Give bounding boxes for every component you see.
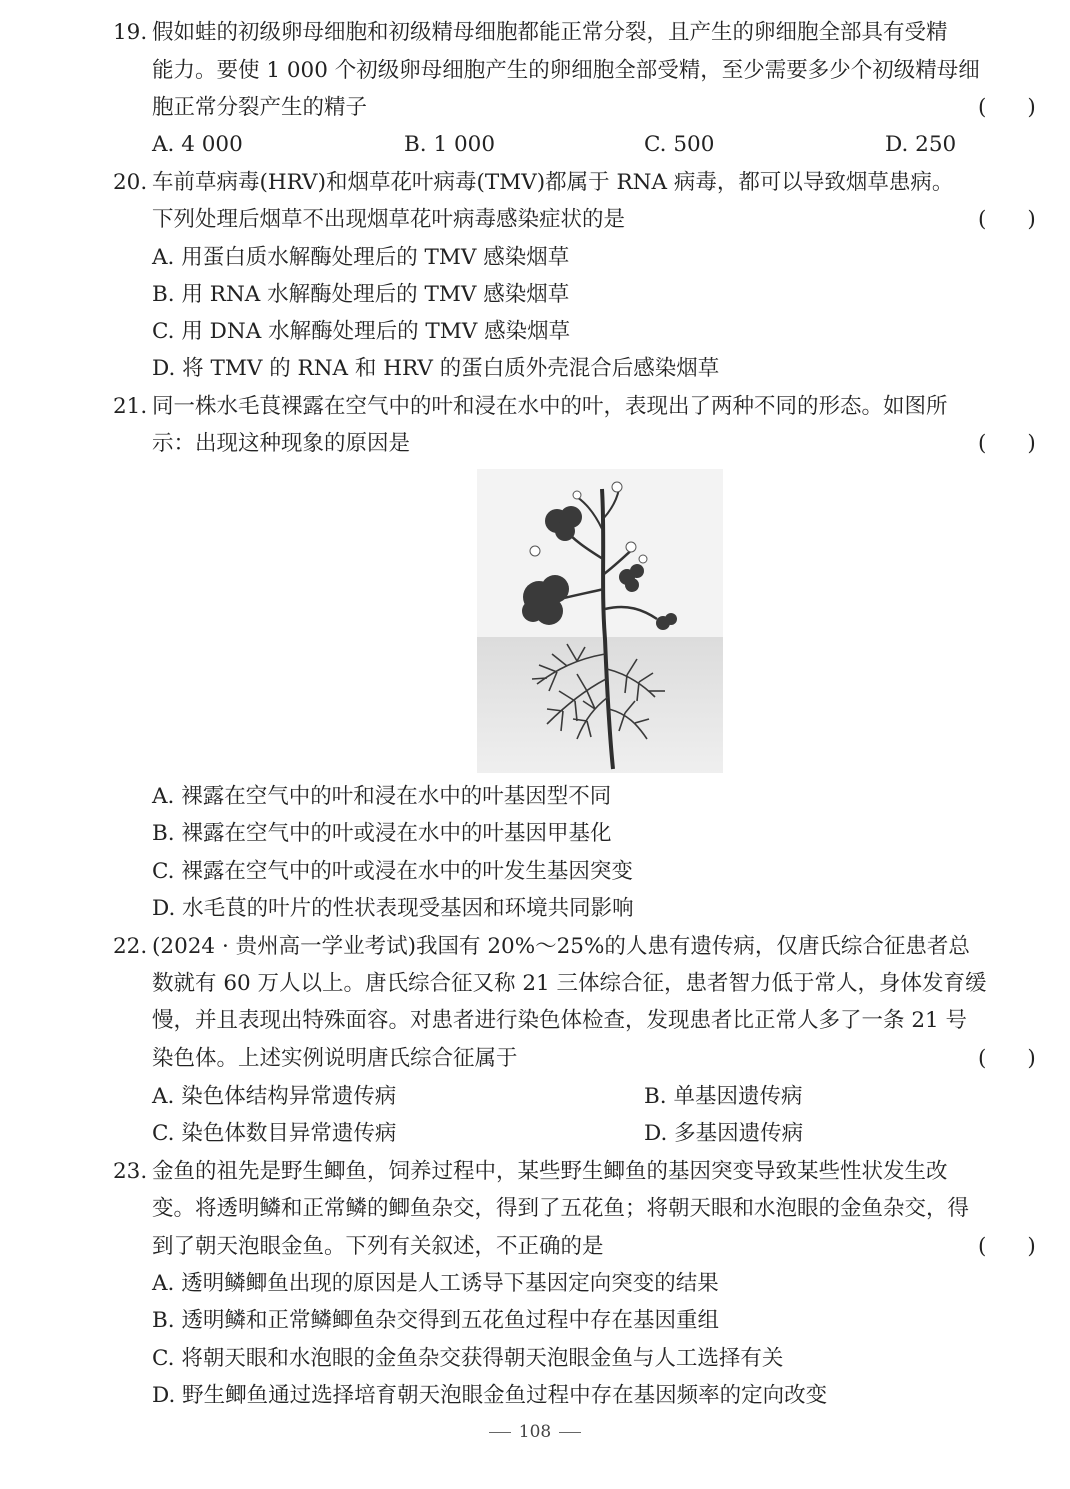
question-22-option-c: C. 染色体数目异常遗传病 xyxy=(152,1121,397,1146)
question-23-stem-line-1: 金鱼的祖先是野生鲫鱼，饲养过程中，某些野生鲫鱼的基因突变导致某些性状发生改 xyxy=(152,1159,948,1184)
question-21-number: 21. xyxy=(113,394,148,419)
water-buttercup-illustration xyxy=(477,469,723,773)
question-23-option-d: D. 野生鲫鱼通过选择培育朝天泡眼金鱼过程中存在基因频率的定向改变 xyxy=(152,1383,828,1408)
question-19-option-a: A. 4 000 xyxy=(152,132,243,157)
footer-left-dash xyxy=(489,1432,511,1433)
question-19-stem-line-2: 能力。要使 1 000 个初级卵母细胞产生的卵细胞全部受精，至少需要多少个初级精母细 xyxy=(152,58,980,83)
question-22-option-a: A. 染色体结构异常遗传病 xyxy=(152,1084,397,1109)
question-19-stem-line-1: 假如蛙的初级卵母细胞和初级精母细胞都能正常分裂，且产生的卵细胞全部具有受精 xyxy=(152,20,948,45)
question-20-answer-bracket: ( ) xyxy=(978,207,1036,232)
question-20-stem-line-1: 车前草病毒(HRV)和烟草花叶病毒(TMV)都属于 RNA 病毒，都可以导致烟草患病。 xyxy=(152,170,954,195)
question-20-option-a: A. 用蛋白质水解酶处理后的 TMV 感染烟草 xyxy=(152,245,570,270)
question-19-stem-line-3: 胞正常分裂产生的精子 xyxy=(152,95,368,120)
question-22-stem-line-2: 数就有 60 万人以上。唐氏综合征又称 21 三体综合征，患者智力低于常人，身体发育缓 xyxy=(152,971,987,996)
question-21-option-a: A. 裸露在空气中的叶和浸在水中的叶基因型不同 xyxy=(152,784,612,809)
question-19-option-d: D. 250 xyxy=(885,132,957,157)
question-20-number: 20. xyxy=(113,170,148,195)
question-23-option-c: C. 将朝天眼和水泡眼的金鱼杂交获得朝天泡眼金鱼与人工选择有关 xyxy=(152,1346,784,1371)
question-23-stem-line-2: 变。将透明鳞和正常鳞的鲫鱼杂交，得到了五花鱼；将朝天眼和水泡眼的金鱼杂交，得 xyxy=(152,1196,970,1221)
footer-right-dash xyxy=(559,1432,581,1433)
question-20-stem-line-2: 下列处理后烟草不出现烟草花叶病毒感染症状的是 xyxy=(152,207,626,232)
question-22-stem-line-3: 慢，并且表现出特殊面容。对患者进行染色体检查，发现患者比正常人多了一条 21 号 xyxy=(152,1008,968,1033)
question-19-option-c: C. 500 xyxy=(644,132,715,157)
question-23-answer-bracket: ( ) xyxy=(978,1234,1036,1259)
question-22-option-d: D. 多基因遗传病 xyxy=(644,1121,804,1146)
question-19-number: 19. xyxy=(113,20,148,45)
question-23-option-b: B. 透明鳞和正常鳞鲫鱼杂交得到五花鱼过程中存在基因重组 xyxy=(152,1308,719,1333)
question-21-option-d: D. 水毛茛的叶片的性状表现受基因和环境共同影响 xyxy=(152,896,634,921)
question-22-stem-line-4: 染色体。上述实例说明唐氏综合征属于 xyxy=(152,1046,518,1071)
question-21-option-b: B. 裸露在空气中的叶或浸在水中的叶基因甲基化 xyxy=(152,821,612,846)
question-23-option-a: A. 透明鳞鲫鱼出现的原因是人工诱导下基因定向突变的结果 xyxy=(152,1271,719,1296)
question-20-option-b: B. 用 RNA 水解酶处理后的 TMV 感染烟草 xyxy=(152,282,570,307)
question-21-stem-line-2: 示：出现这种现象的原因是 xyxy=(152,431,411,456)
page-number: 108 xyxy=(518,1422,552,1442)
plant-icon xyxy=(477,469,723,773)
question-21-option-c: C. 裸露在空气中的叶或浸在水中的叶发生基因突变 xyxy=(152,859,633,884)
question-21-stem-line-1: 同一株水毛茛裸露在空气中的叶和浸在水中的叶，表现出了两种不同的形态。如图所 xyxy=(152,394,948,419)
page-footer xyxy=(0,1418,1070,1446)
question-19-option-b: B. 1 000 xyxy=(404,132,496,157)
question-22-number: 22. xyxy=(113,934,148,959)
question-23-stem-line-3: 到了朝天泡眼金鱼。下列有关叙述，不正确的是 xyxy=(152,1234,604,1259)
question-22-option-b: B. 单基因遗传病 xyxy=(644,1084,803,1109)
question-21-answer-bracket: ( ) xyxy=(978,431,1036,456)
question-22-stem-line-1: (2024 · 贵州高一学业考试)我国有 20%～25%的人患有遗传病，仅唐氏综合征患者总 xyxy=(152,934,970,959)
question-19-answer-bracket: ( ) xyxy=(978,95,1036,120)
question-20-option-d: D. 将 TMV 的 RNA 和 HRV 的蛋白质外壳混合后感染烟草 xyxy=(152,356,720,381)
question-20-option-c: C. 用 DNA 水解酶处理后的 TMV 感染烟草 xyxy=(152,319,571,344)
question-23-number: 23. xyxy=(113,1159,148,1184)
question-22-answer-bracket: ( ) xyxy=(978,1046,1036,1071)
